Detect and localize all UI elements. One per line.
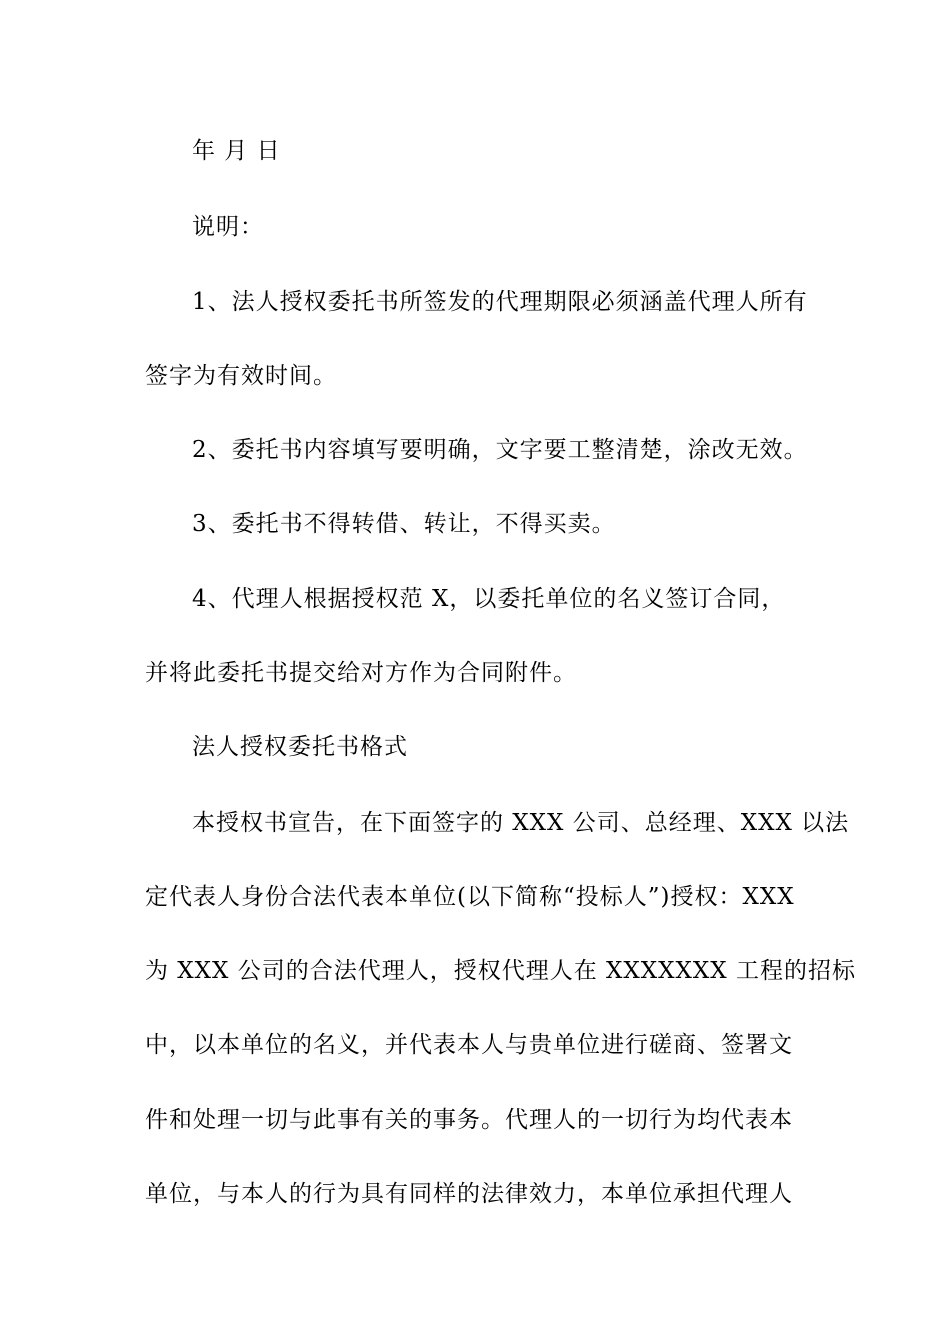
format-heading: 法人授权委托书格式 bbox=[192, 734, 408, 760]
body-line-2: 定代表人身份合法代表本单位(以下简称“投标人”)授权：XXX bbox=[145, 884, 795, 910]
body-line-4: 中，以本单位的名义，并代表本人与贵单位进行磋商、签署文 bbox=[145, 1032, 793, 1058]
note-item-4-line-2: 并将此委托书提交给对方作为合同附件。 bbox=[145, 660, 577, 686]
notes-heading: 说明： bbox=[192, 214, 264, 240]
body-line-5: 件和处理一切与此事有关的事务。代理人的一切行为均代表本 bbox=[145, 1107, 793, 1133]
date-line: 年 月 日 bbox=[192, 138, 281, 164]
body-line-1: 本授权书宣告，在下面签字的 XXX 公司、总经理、XXX 以法 bbox=[192, 810, 850, 836]
note-item-3: 3、委托书不得转借、转让，不得买卖。 bbox=[192, 511, 616, 537]
body-line-3: 为 XXX 公司的合法代理人，授权代理人在 XXXXXXX 工程的招标 bbox=[145, 958, 856, 984]
note-item-2: 2、委托书内容填写要明确，文字要工整清楚，涂改无效。 bbox=[192, 437, 808, 463]
note-item-1-line-2: 签字为有效时间。 bbox=[145, 363, 337, 389]
note-item-4-line-1: 4、代理人根据授权范 X，以委托单位的名义签订合同， bbox=[192, 586, 786, 612]
note-item-1-line-1: 1、法人授权委托书所签发的代理期限必须涵盖代理人所有 bbox=[192, 289, 808, 315]
body-line-6: 单位，与本人的行为具有同样的法律效力，本单位承担代理人 bbox=[145, 1181, 793, 1207]
